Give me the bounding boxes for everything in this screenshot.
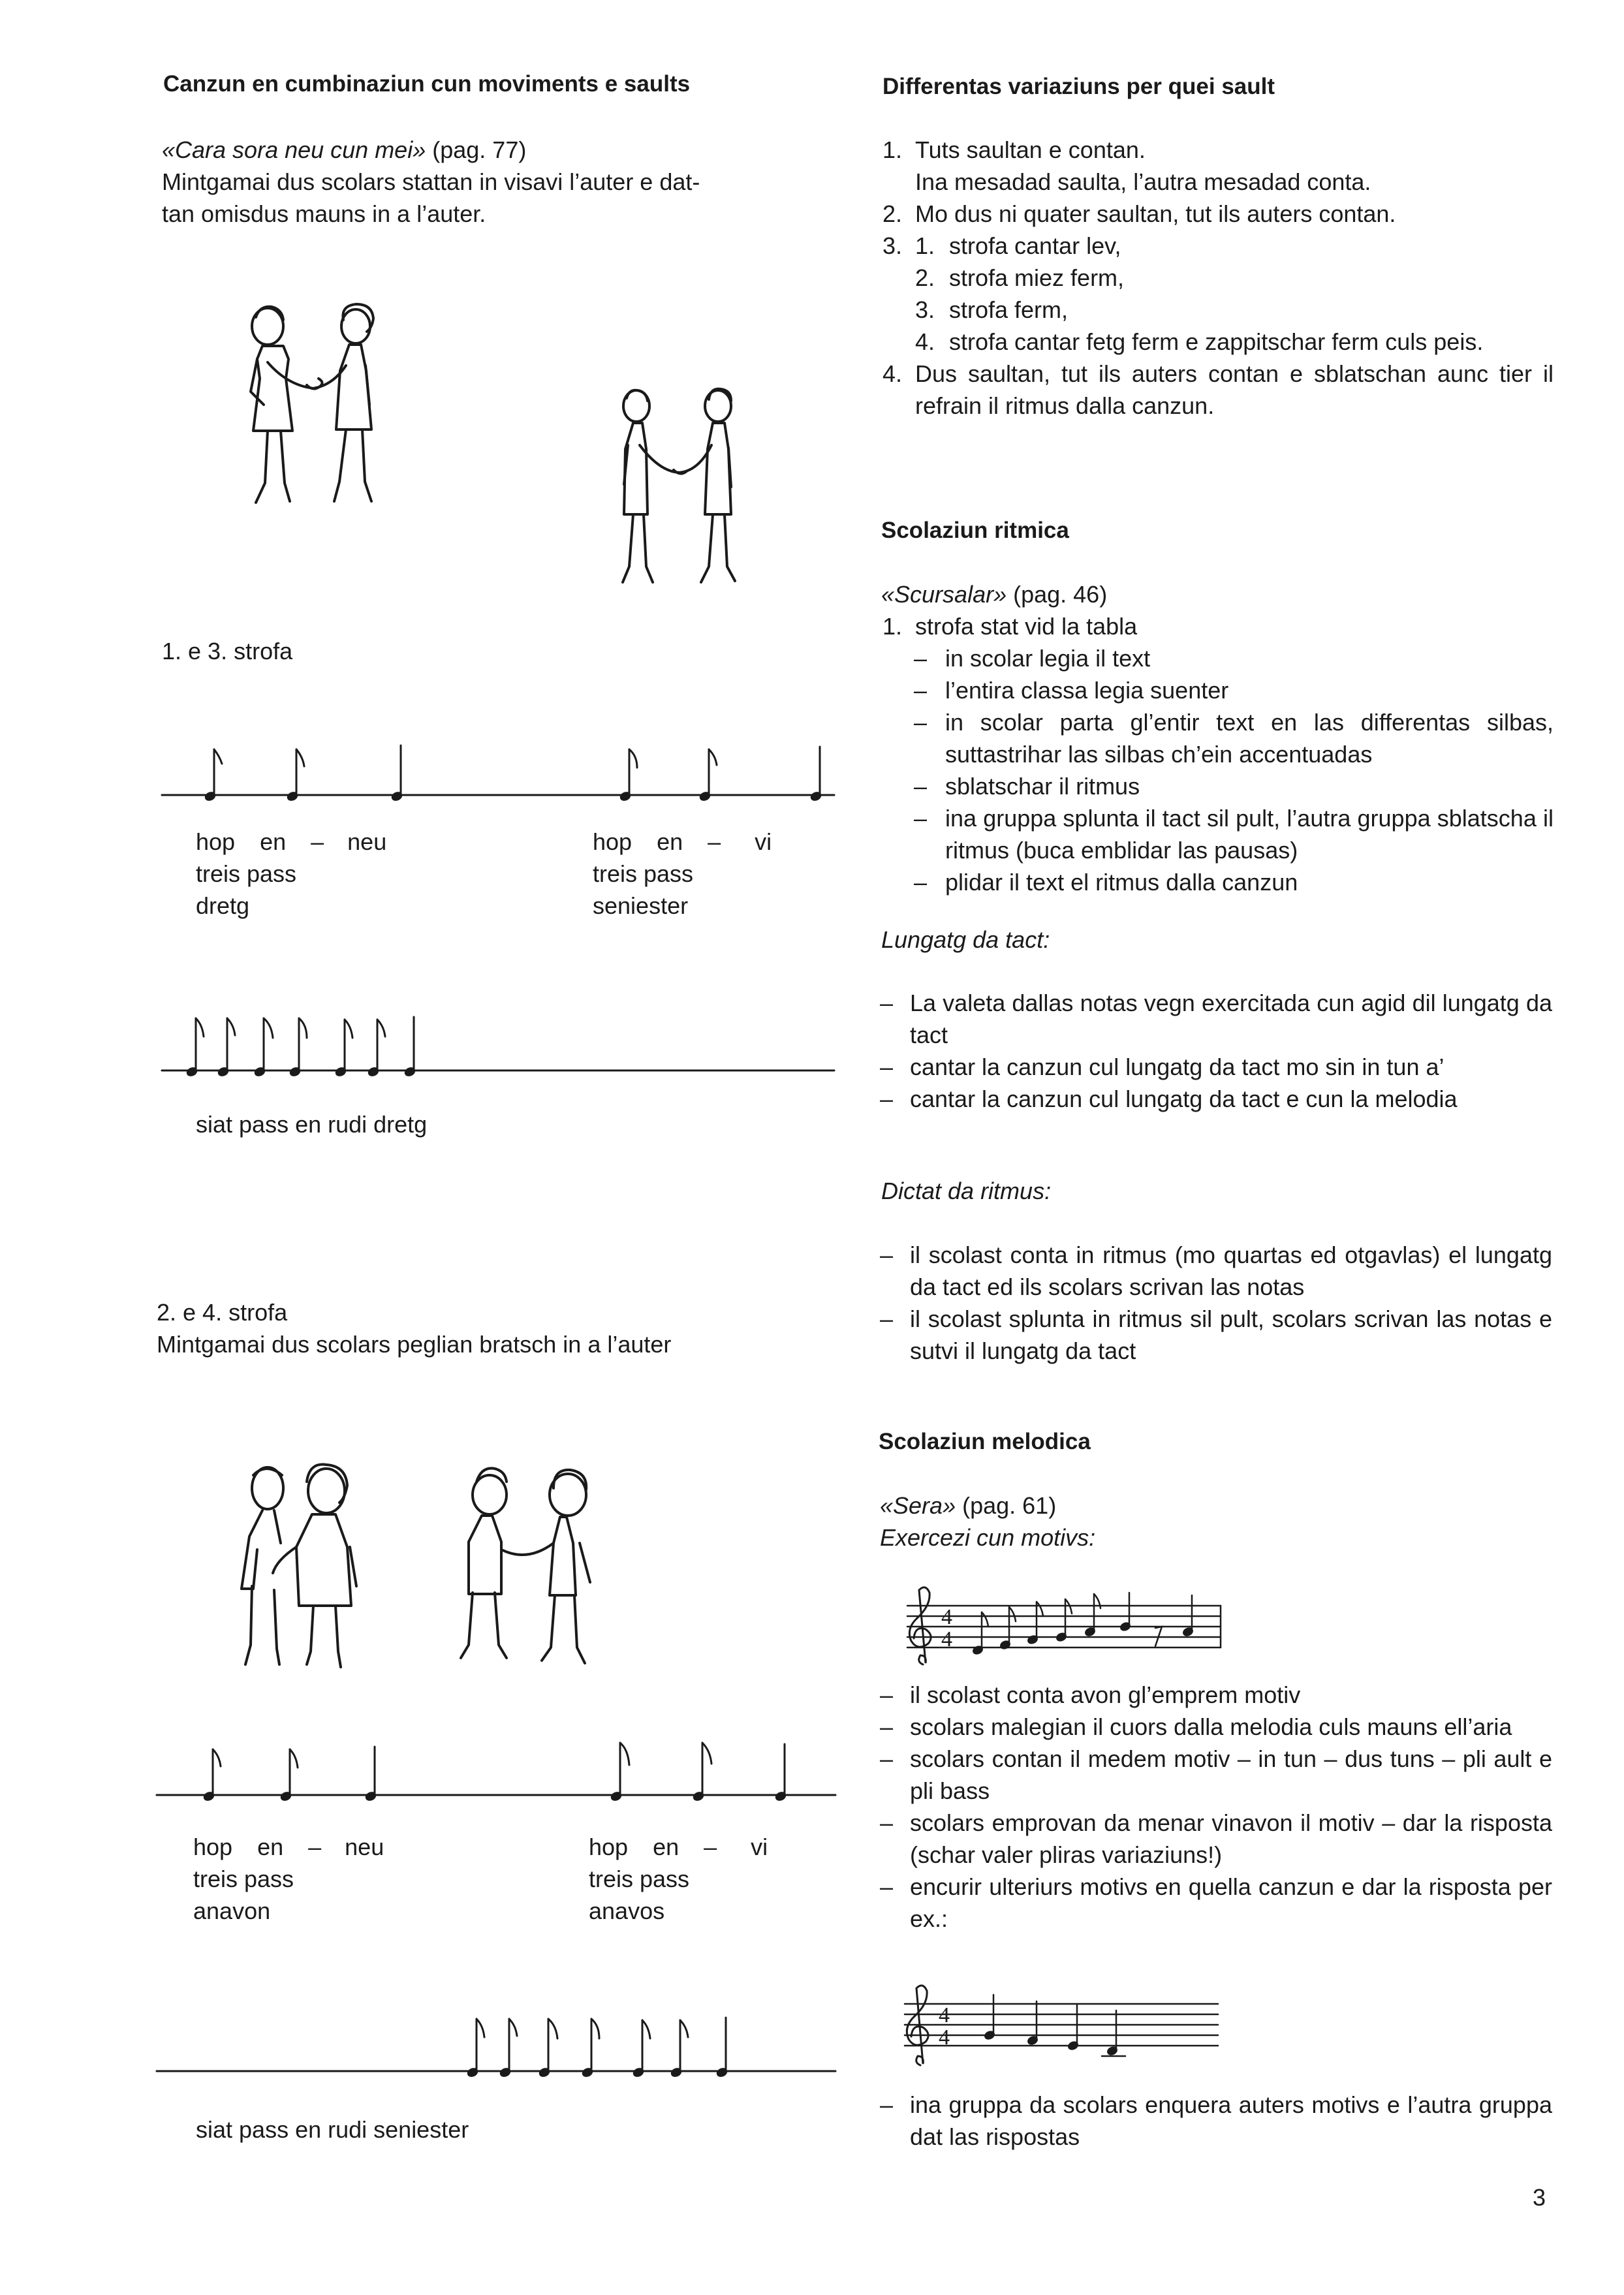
strofa-2-4-text: Mintgamai dus scolars peglian bratsch in a l’auter (157, 1331, 672, 1358)
melody-step-4: – scolars emprovan da menar vinavon il motiv – dar la risposta (schar valer pliras variaziuns!) (880, 1807, 1552, 1871)
svg-text:4: 4 (941, 1627, 952, 1651)
dictat-heading: Dictat da ritmus: (881, 1178, 1052, 1204)
variation-3-sub-2: 2. strofa miez ferm, (915, 264, 1125, 291)
rhythm-seven-eighths-b (157, 2007, 835, 2085)
page-number: 3 (1533, 2184, 1546, 2211)
strofa-stat: 1. strofa stat vid la tabla (882, 613, 1138, 640)
syllable: en (657, 828, 683, 855)
sera-reference (880, 1490, 1056, 1522)
sera-page: (pag. 61) (956, 1492, 1057, 1519)
direction-label: anavos (589, 1897, 665, 1924)
heading-variaziuns: Differentas variaziuns per quei sault (882, 74, 1275, 99)
svg-text:4: 4 (941, 1605, 952, 1629)
variation-3-sub-4: 4. strofa cantar fetg ferm e zappitschar ferm culs peis. (915, 328, 1484, 355)
scursalar-title: «Scursalar» (881, 581, 1007, 608)
song-reference (162, 134, 834, 166)
syllable: – (311, 828, 324, 855)
heading-scolaziun-ritmica: Scolaziun ritmica (881, 518, 1069, 543)
strofa-1-3: 1. e 3. strofa (162, 638, 293, 664)
rhythm-step-3: – in scolar parta gl’entir text en las differentas silbas, suttastrihar las silbas ch’ein accentuadas (914, 706, 1554, 770)
notes (973, 1593, 1194, 1655)
direction-label: dretg (196, 892, 250, 919)
syllable: hop (589, 1834, 629, 1860)
rhythm-step-6: – plidar il text el ritmus dalla canzun (914, 866, 1554, 898)
strofa-2-4: 2. e 4. strofa (157, 1299, 288, 1326)
variations-list (879, 134, 1554, 422)
eighth-notes (187, 1017, 416, 1076)
syllable: – (704, 1834, 717, 1860)
rhythm-b-right-text (589, 1831, 768, 1927)
melody-step-5: – encurir ulteriurs motivs en quella canzun e dar la risposta per ex.: (880, 1871, 1552, 1935)
steps-label: treis pass (589, 1866, 690, 1892)
song-title: «Cara sora neu cun mei» (162, 136, 426, 163)
score-motiv-1 (901, 1580, 1227, 1671)
rhythm-steps-list (914, 642, 1554, 898)
melody-step-3: – scolars contan il medem motiv – in tun – dus tuns – pli ault e pli bass (880, 1743, 1552, 1807)
rhythm-step-5: – ina gruppa splunta il tact sil pult, l’autra gruppa sblatscha il ritmus (buca emblidar las pausas) (914, 802, 1554, 866)
rhythm-step-2: – l’entira classa legia suenter (914, 674, 1554, 706)
sera-title: «Sera» (880, 1492, 956, 1519)
staff-lines (905, 2004, 1218, 2046)
syllable: en (260, 828, 287, 855)
dancers-arm-in-arm-illustration (228, 1462, 633, 1684)
syllable: en (653, 1834, 679, 1860)
melody-step-2: – scolars malegian il cuors dalla melodia culs mauns ell’aria (880, 1711, 1552, 1743)
dictat-list (880, 1239, 1552, 1367)
syllable: vi (751, 1834, 768, 1860)
rhythm-staff-a (162, 738, 841, 816)
intro-line-1: Mintgamai dus scolars stattan in visavi l’auter e dat- (162, 168, 700, 195)
variation-2: 2. Mo dus ni quater saultan, tut ils auters contan. (882, 200, 1396, 227)
rhythm-a-left-text (196, 826, 386, 922)
svg-text:4: 4 (939, 2025, 950, 2050)
dancers-facing-illustration-2 (601, 380, 757, 589)
direction-label: seniester (593, 892, 689, 919)
syllable: neu (347, 828, 387, 855)
syllable: hop (193, 1834, 233, 1860)
melody-step-6: – ina gruppa da scolars enquera auters motivs e l’autra gruppa dat las rispostas (880, 2089, 1552, 2153)
intro-line-2: tan omisdus mauns in a l’auter. (162, 200, 486, 227)
song-page: (pag. 77) (426, 136, 527, 163)
lungatg-list (880, 987, 1552, 1115)
lungatg-step-2: – cantar la canzun cul lungatg da tact mo sin in tun a’ (880, 1051, 1552, 1083)
rhythm-staff-b (157, 1736, 835, 1815)
rhythm-b-left-text (193, 1831, 384, 1927)
exercezi-heading: Exercezi cun motivs: (880, 1524, 1096, 1551)
rhythm-seven-eighths-a (162, 1005, 841, 1084)
syllable: – (308, 1834, 322, 1860)
direction-label: anavon (193, 1897, 271, 1924)
steps-label: treis pass (193, 1866, 294, 1892)
svg-text:4: 4 (939, 2003, 950, 2027)
syllable: vi (755, 828, 772, 855)
staff-lines (907, 1606, 1221, 1647)
scursalar-page: (pag. 46) (1007, 581, 1108, 608)
dancers-facing-illustration (222, 294, 405, 516)
dictat-step-2: – il scolast splunta in ritmus sil pult, scolars scrivan las notas e sutvi il lungatg da tact (880, 1303, 1552, 1367)
lungatg-step-3: – cantar la canzun cul lungatg da tact e cun la melodia (880, 1083, 1552, 1115)
variation-3-sub-3: 3. strofa ferm, (915, 296, 1069, 323)
melody-step-1: – il scolast conta avon gl’emprem motiv (880, 1679, 1552, 1711)
variation-4: 4. Dus saultan, tut ils auters contan e sblatschan aunc tier il refrain il ritmus dalla canzun. (882, 360, 1554, 419)
syllable: hop (593, 828, 632, 855)
heading-scolaziun-melodica: Scolaziun melodica (879, 1429, 1091, 1454)
steps-label: treis pass (593, 860, 694, 887)
caption-rudi-dretg: siat pass en rudi dretg (196, 1111, 428, 1138)
variation-3: 3. 1. strofa cantar lev, 2. strofa miez ferm, 3. strofa ferm, 4. strofa cantar fetg ferm e zappitschar ferm culs peis. (879, 230, 1554, 358)
variation-3-sub-1: 1. strofa cantar lev, (915, 232, 1121, 259)
syllable: – (708, 828, 721, 855)
dictat-step-1: – il scolast conta in ritmus (mo quartas ed otgavlas) el lungatg da tact ed ils scolars scrivan las notas (880, 1239, 1552, 1303)
score-motiv-2 (898, 1978, 1225, 2076)
heading-canzun: Canzun en cumbinaziun cun moviments e saults (163, 71, 691, 97)
scursalar-reference (881, 578, 1107, 610)
last-step-list (880, 2089, 1552, 2153)
lungatg-step-1: – La valeta dallas notas vegn exercitada cun agid dil lungatg da tact (880, 987, 1552, 1051)
syllable: neu (345, 1834, 384, 1860)
rhythm-step-4: – sblatschar il ritmus (914, 770, 1554, 802)
lungatg-heading: Lungatg da tact: (881, 926, 1050, 953)
syllable: hop (196, 828, 236, 855)
rhythm-a-right-text (593, 826, 772, 922)
rhythm-step-1: – in scolar legia il text (914, 642, 1554, 674)
syllable: en (257, 1834, 284, 1860)
variation-1: 1. Tuts saultan e contan. Ina mesadad saulta, l’autra mesadad conta. (882, 136, 1371, 195)
caption-rudi-seniester: siat pass en rudi seniester (196, 2116, 469, 2143)
steps-label: treis pass (196, 860, 297, 887)
melody-list (880, 1679, 1552, 1935)
